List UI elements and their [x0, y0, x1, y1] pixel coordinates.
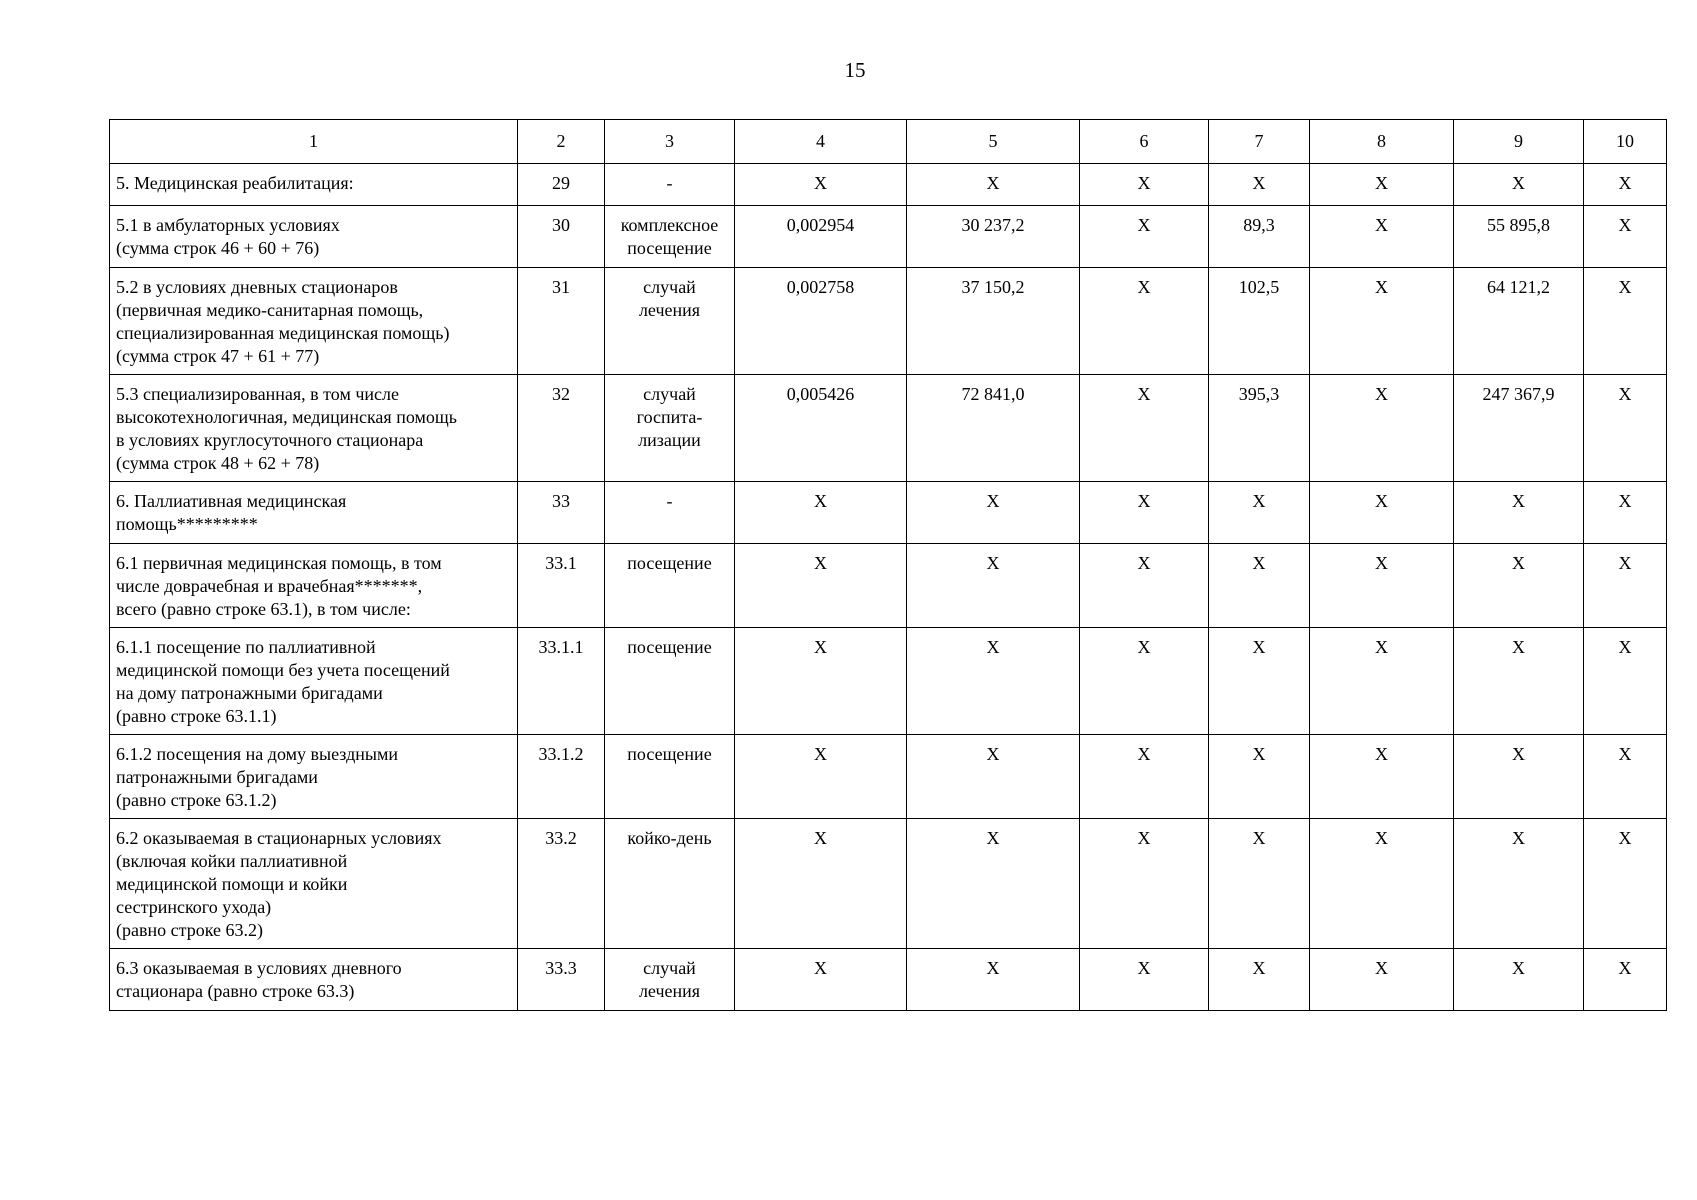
page-number: 15	[844, 58, 866, 82]
table-cell: Х	[1584, 949, 1667, 1011]
table-cell: случай госпита- лизации	[605, 375, 735, 482]
table-cell: Х	[735, 628, 907, 735]
table-cell: 33	[518, 482, 605, 544]
table-cell: Х	[1454, 949, 1584, 1011]
table-cell: Х	[1454, 544, 1584, 628]
row-label-cell: 6.1 первичная медицинская помощь, в том числе доврачебная и врачебная*******, всего (равно строке 63.1), в том числе:	[110, 544, 518, 628]
table-cell: 0,002954	[735, 206, 907, 268]
table-cell: 33.1.2	[518, 735, 605, 819]
table-cell: 55 895,8	[1454, 206, 1584, 268]
table-cell: Х	[1454, 735, 1584, 819]
header-cell: 2	[518, 120, 605, 164]
table-cell: Х	[1310, 949, 1454, 1011]
row-label-cell: 5.1 в амбулаторных условиях (сумма строк 46 + 60 + 76)	[110, 206, 518, 268]
header-cell: 1	[110, 120, 518, 164]
table-row	[110, 164, 1667, 206]
row-label-cell: 6.3 оказываемая в условиях дневного стационара (равно строке 63.3)	[110, 949, 518, 1011]
table-cell: 247 367,9	[1454, 375, 1584, 482]
table-cell: Х	[1310, 628, 1454, 735]
table-cell: -	[605, 164, 735, 206]
table-cell: Х	[1584, 544, 1667, 628]
table-cell: Х	[1080, 735, 1209, 819]
table-cell: 102,5	[1209, 268, 1310, 375]
header-row	[110, 120, 1667, 164]
table-cell: Х	[735, 544, 907, 628]
table-cell: 30 237,2	[907, 206, 1080, 268]
table-cell: Х	[907, 628, 1080, 735]
table-cell: 31	[518, 268, 605, 375]
table-cell: Х	[735, 482, 907, 544]
row-label-cell: 5.3 специализированная, в том числе высокотехнологичная, медицинская помощь в условиях круглосуточного стационара (сумма строк 48 + 62 + 78)	[110, 375, 518, 482]
row-label-cell: 6.2 оказываемая в стационарных условиях (включая койки паллиативной медицинской помощи и койки сестринского ухода) (равно строке 63.2)	[110, 819, 518, 949]
row-label-cell: 5.2 в условиях дневных стационаров (первичная медико-санитарная помощь, специализированная медицинская помощь) (сумма строк 47 + 61 + 77)	[110, 268, 518, 375]
table-cell: Х	[1454, 819, 1584, 949]
row-label-cell: 6.1.2 посещения на дому выездными патронажными бригадами (равно строке 63.1.2)	[110, 735, 518, 819]
table-cell: Х	[907, 544, 1080, 628]
table-cell: Х	[907, 164, 1080, 206]
header-cell: 5	[907, 120, 1080, 164]
table-cell: койко-день	[605, 819, 735, 949]
table-cell: Х	[1080, 544, 1209, 628]
table-cell: Х	[1080, 628, 1209, 735]
table-cell: Х	[1080, 268, 1209, 375]
table-cell: 32	[518, 375, 605, 482]
table-row	[110, 375, 1667, 482]
table-row	[110, 735, 1667, 819]
header-cell: 9	[1454, 120, 1584, 164]
table-cell: посещение	[605, 628, 735, 735]
header-cell: 8	[1310, 120, 1454, 164]
table-cell: Х	[1310, 544, 1454, 628]
table-cell: Х	[1454, 628, 1584, 735]
table-cell: Х	[1310, 735, 1454, 819]
header-cell: 7	[1209, 120, 1310, 164]
table-cell: посещение	[605, 735, 735, 819]
table-cell: 33.3	[518, 949, 605, 1011]
table-cell: Х	[1584, 482, 1667, 544]
table-cell: 33.1.1	[518, 628, 605, 735]
table-cell: 0,002758	[735, 268, 907, 375]
table-cell: посещение	[605, 544, 735, 628]
table-cell: Х	[1080, 164, 1209, 206]
table-row	[110, 628, 1667, 735]
table-cell: Х	[1310, 375, 1454, 482]
table-cell: Х	[735, 735, 907, 819]
table-row	[110, 544, 1667, 628]
table-cell: Х	[1209, 819, 1310, 949]
table-cell: Х	[1584, 164, 1667, 206]
table-cell: Х	[907, 482, 1080, 544]
table-cell: Х	[907, 735, 1080, 819]
table-cell: 64 121,2	[1454, 268, 1584, 375]
table-cell: Х	[1080, 482, 1209, 544]
table-cell: Х	[907, 949, 1080, 1011]
table-cell: 33.2	[518, 819, 605, 949]
table-cell: Х	[1080, 375, 1209, 482]
table-cell: случай лечения	[605, 268, 735, 375]
table-cell: Х	[1454, 164, 1584, 206]
table-cell: Х	[1080, 206, 1209, 268]
table-row	[110, 819, 1667, 949]
table-cell: Х	[1310, 206, 1454, 268]
table-cell: Х	[1209, 628, 1310, 735]
table-cell: Х	[735, 819, 907, 949]
header-cell: 6	[1080, 120, 1209, 164]
table-cell: Х	[1209, 482, 1310, 544]
table-cell: Х	[1080, 819, 1209, 949]
table-cell: 72 841,0	[907, 375, 1080, 482]
header-cell: 10	[1584, 120, 1667, 164]
row-label-cell: 5. Медицинская реабилитация:	[110, 164, 518, 206]
table-cell: Х	[1310, 482, 1454, 544]
table-cell: Х	[735, 164, 907, 206]
table-cell: комплексное посещение	[605, 206, 735, 268]
table-cell: 395,3	[1209, 375, 1310, 482]
table-row	[110, 482, 1667, 544]
table-cell: Х	[1584, 268, 1667, 375]
table-cell: Х	[1209, 735, 1310, 819]
table-cell: 0,005426	[735, 375, 907, 482]
table-cell: 29	[518, 164, 605, 206]
header-cell: 3	[605, 120, 735, 164]
table-cell: Х	[1209, 544, 1310, 628]
table-cell: Х	[1584, 735, 1667, 819]
table-cell: Х	[1080, 949, 1209, 1011]
table-cell: Х	[1209, 164, 1310, 206]
table-cell: Х	[1454, 482, 1584, 544]
table-row	[110, 268, 1667, 375]
row-label-cell: 6.1.1 посещение по паллиативной медицинской помощи без учета посещений на дому патронажными бригадами (равно строке 63.1.1)	[110, 628, 518, 735]
table-cell: 37 150,2	[907, 268, 1080, 375]
data-table	[109, 119, 1667, 1011]
table-cell: -	[605, 482, 735, 544]
table-cell: Х	[1310, 268, 1454, 375]
table-cell: Х	[1584, 628, 1667, 735]
table-cell: 30	[518, 206, 605, 268]
table-cell: 89,3	[1209, 206, 1310, 268]
table-cell: Х	[1584, 206, 1667, 268]
header-cell: 4	[735, 120, 907, 164]
table-cell: Х	[735, 949, 907, 1011]
row-label-cell: 6. Паллиативная медицинская помощь*********	[110, 482, 518, 544]
table-cell: Х	[1584, 375, 1667, 482]
table-cell: 33.1	[518, 544, 605, 628]
table-row	[110, 949, 1667, 1011]
table-cell: Х	[1209, 949, 1310, 1011]
table-cell: Х	[1584, 819, 1667, 949]
table-cell: Х	[907, 819, 1080, 949]
table-cell: случай лечения	[605, 949, 735, 1011]
table-cell: Х	[1310, 164, 1454, 206]
table-row	[110, 206, 1667, 268]
table-cell: Х	[1310, 819, 1454, 949]
